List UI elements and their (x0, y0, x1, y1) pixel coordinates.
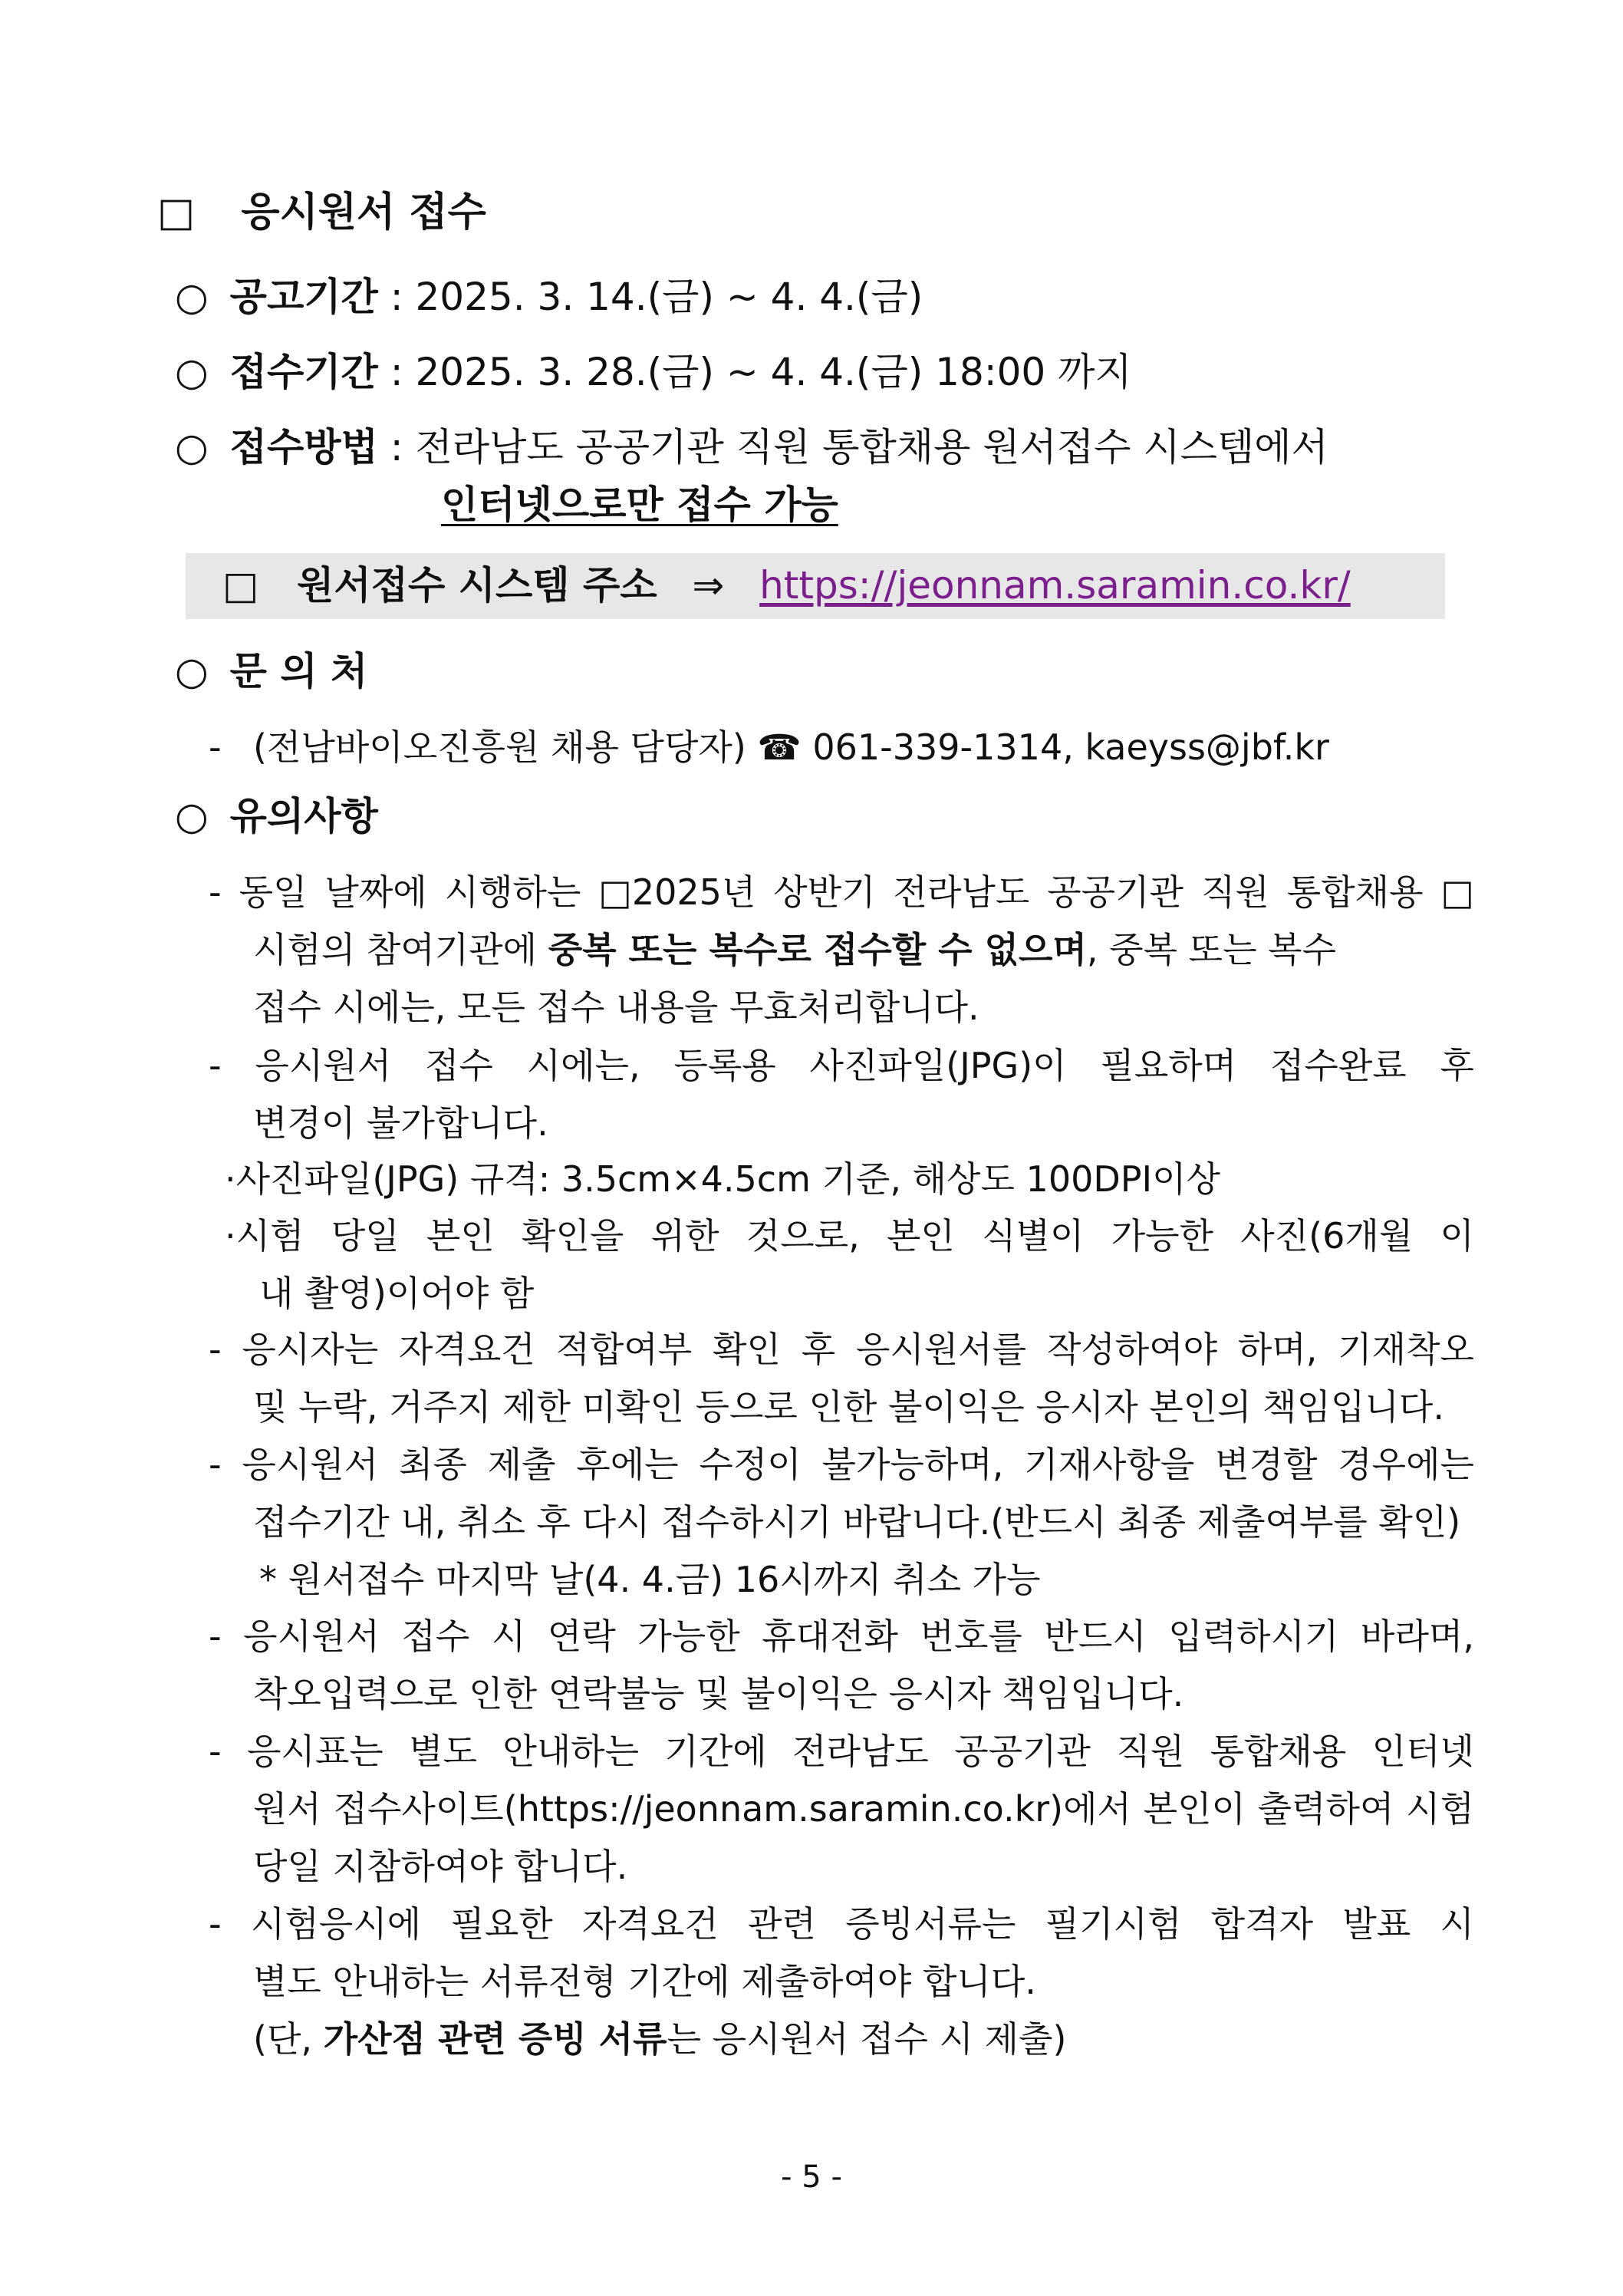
cancel-deadline-note: * 원서접수 마지막 날(4. 4.금) 16시까지 취소 가능 (259, 1559, 1041, 1600)
section-heading (157, 189, 486, 236)
note-1-row-1: - 동일 날짜에 시행하는 □2025년 상반기 전라남도 공공기관 직원 통합채용 □ (209, 871, 1474, 913)
note-1-emphasis: 중복 또는 복수로 접수할 수 없으며 (548, 929, 1087, 970)
note-1-row-3: 접수 시에는, 모든 접수 내용을 무효처리합니다. (253, 987, 979, 1028)
note-4: - 응시원서 최종 제출 후에는 수정이 불가능하며, 기재사항을 변경할 경우에는 접수기간 내, 취소 후 다시 접수하시기 바랍니다.(반드시 최종 제출여부를 확인) * 원서접수 마지막 날(4. 4.금) 16시까지 취소 가능 (209, 1436, 1474, 1609)
reception-period: ○ 접수기간 : 2025. 3. 28.(금) ~ 4. 4.(금) 18:00 까지 (175, 350, 1132, 394)
note-2-row-1: - 응시원서 접수 시에는, 등록용 사진파일(JPG)이 필요하며 접수완료 후 (209, 1045, 1474, 1086)
method-label: 접수방법 (229, 425, 378, 469)
reception-label: 접수기간 (229, 350, 378, 394)
circle-bullet-icon: ○ (175, 350, 209, 394)
note-3: - 응시자는 자격요건 적합여부 확인 후 응시원서를 작성하여야 하며, 기재착오 및 누락, 거주지 제한 미확인 등으로 인한 불이익은 응시자 본인의 책임입니다. (209, 1329, 1474, 1428)
circle-bullet-icon: ○ (175, 649, 209, 693)
note-7-emphasis: 가산점 관련 증빙 서류 (323, 2018, 667, 2060)
note-1 (209, 864, 1474, 1036)
system-address-label: 원서접수 시스템 주소 (297, 563, 657, 608)
circle-bullet-icon: ○ (175, 794, 209, 838)
note-1-row-2: 시험의 참여기관에 중복 또는 복수로 접수할 수 없으며, 중복 또는 복수 (253, 929, 1337, 970)
dash-bullet: - (209, 726, 222, 768)
double-arrow-icon: ⇒ (692, 563, 725, 608)
announcement-value: 2025. 3. 14.(금) ~ 4. 4.(금) (415, 275, 923, 319)
contact-text: (전남바이오진흥원 채용 담당자) ☎ 061-339-1314, kaeyss@jbf.kr (253, 726, 1329, 768)
checkbox-square-icon: □ (222, 563, 259, 608)
note-2-row-2: 변경이 불가합니다. (253, 1102, 548, 1144)
reception-value: 2025. 3. 28.(금) ~ 4. 4.(금) 18:00 까지 (415, 350, 1132, 394)
page-number: - 5 - (781, 2159, 842, 2195)
system-address-box (186, 553, 1445, 619)
reception-method: ○ 접수방법 : 전라남도 공공기관 직원 통합채용 원서접수 시스템에서 (175, 425, 1328, 469)
note-7: - 시험응시에 필요한 자격요건 관련 증빙서류는 필기시험 합격자 발표 시 별도 안내하는 서류전형 기간에 제출하여야 합니다. (단, 가산점 관련 증빙 서류는 응시원서 접수 시 제출) (209, 1903, 1474, 2060)
notes-label: 유의사항 (229, 794, 378, 838)
contact-heading (175, 648, 367, 694)
contact-label: 문 의 처 (229, 649, 368, 693)
note-6: - 응시표는 별도 안내하는 기간에 전라남도 공공기관 직원 통합채용 인터넷 원서 접수사이트(https://jeonnam.saramin.co.kr)에서 본인이 출력하여 시험 당일 지참하여야 합니다. (209, 1731, 1474, 1887)
circle-bullet-icon: ○ (175, 275, 209, 319)
checkbox-square-icon: □ (157, 189, 196, 236)
method-emphasis: 인터넷으로만 접수 가능 (441, 483, 838, 527)
circle-bullet-icon: ○ (175, 425, 209, 469)
photo-requirement: ·시험 당일 본인 확인을 위한 것으로, 본인 식별이 가능한 사진(6개월 이 내 촬영)이어야 함 (225, 1215, 1474, 1314)
method-value: 전라남도 공공기관 직원 통합채용 원서접수 시스템에서 (415, 425, 1328, 469)
note-2 (209, 1037, 1474, 1152)
notes-heading (175, 793, 378, 839)
note-5: - 응시원서 접수 시 연락 가능한 휴대전화 번호를 반드시 입력하시기 바라며, 착오입력으로 인한 연락불능 및 불이익은 응시자 책임입니다. (209, 1616, 1474, 1715)
system-address-line (222, 562, 1351, 608)
photo-spec: ·사진파일(JPG) 규격: 3.5cm×4.5cm 기준, 해상도 100DPI이상 (225, 1158, 1220, 1200)
announcement-period: ○ 공고기간 : 2025. 3. 14.(금) ~ 4. 4.(금) (175, 275, 923, 319)
system-url-link[interactable]: https://jeonnam.saramin.co.kr/ (759, 563, 1351, 608)
section-title: 응시원서 접수 (241, 189, 486, 236)
announcement-label: 공고기간 (229, 275, 378, 319)
contact-info (209, 724, 1329, 770)
